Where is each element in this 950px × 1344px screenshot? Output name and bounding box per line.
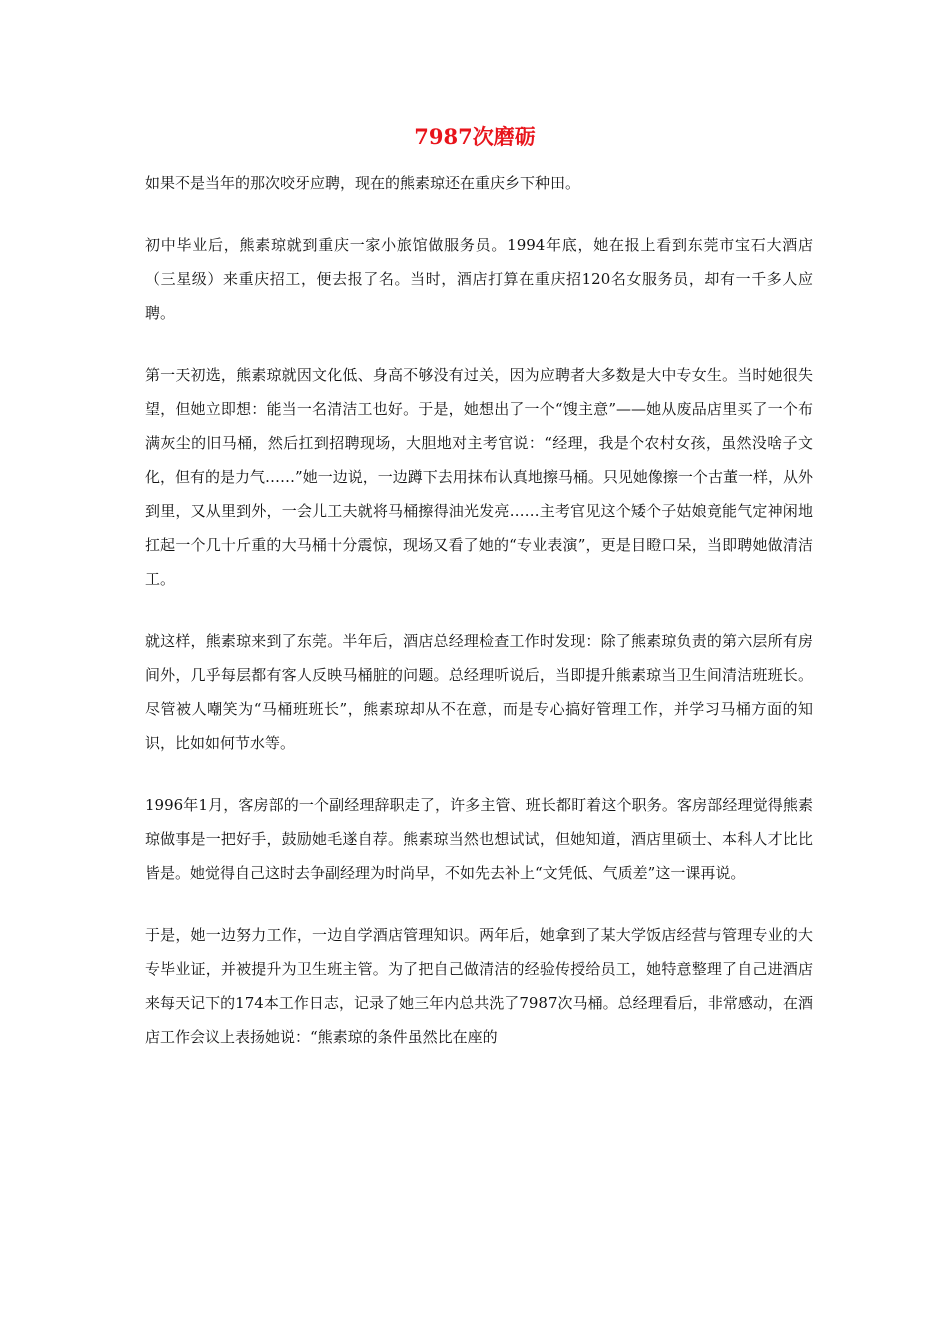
document-body — [145, 166, 813, 1054]
paragraph-5: 1996年1月，客房部的一个副经理辞职走了，许多主管、班长都盯着这个职务。客房部经理觉得熊素琼做事是一把好手，鼓励她毛遂自荐。熊素琼当然也想试试，但她知道，酒店里硕士、本科人才比比皆是。她觉得自己这时去争副经理为时尚早，不如先去补上“文凭低、气质差”这一课再说。 — [145, 796, 813, 882]
paragraph-4: 就这样，熊素琼来到了东莞。半年后，酒店总经理检查工作时发现：除了熊素琼负责的第六层所有房间外，几乎每层都有客人反映马桶脏的问题。总经理听说后，当即提升熊素琼当卫生间清洁班班长。尽管被人嘲笑为“马桶班班长”，熊素琼却从不在意，而是专心搞好管理工作，并学习马桶方面的知识，比如如何节水等。 — [145, 632, 813, 752]
paragraph-6: 于是，她一边努力工作，一边自学酒店管理知识。两年后，她拿到了某大学饭店经营与管理专业的大专毕业证，并被提升为卫生班主管。为了把自己做清洁的经验传授给员工，她特意整理了自己进酒店来每天记下的174本工作日志，记录了她三年内总共洗了7987次马桶。总经理看后，非常感动，在酒店工作会议上表扬她说：“熊素琼的条件虽然比在座的 — [145, 926, 813, 1046]
paragraph-3: 第一天初选，熊素琼就因文化低、身高不够没有过关，因为应聘者大多数是大中专女生。当时她很失望，但她立即想：能当一名清洁工也好。于是，她想出了一个“馊主意”——她从废品店里买了一个布满灰尘的旧马桶，然后扛到招聘现场，大胆地对主考官说：“经理，我是个农村女孩，虽然没啥子文化，但有的是力气……”她一边说，一边蹲下去用抹布认真地擦马桶。只见她像擦一个古董一样，从外到里，又从里到外，一会儿工夫就将马桶擦得油光发亮……主考官见这个矮个子姑娘竟能气定神闲地扛起一个几十斤重的大马桶十分震惊，现场又看了她的“专业表演”，更是目瞪口呆，当即聘她做清洁工。 — [145, 366, 813, 588]
paragraph-2: 初中毕业后，熊素琼就到重庆一家小旅馆做服务员。1994年底，她在报上看到东莞市宝石大酒店（三星级）来重庆招工，便去报了名。当时，酒店打算在重庆招120名女服务员，却有一千多人应聘。 — [145, 236, 813, 322]
paragraph-1: 如果不是当年的那次咬牙应聘，现在的熊素琼还在重庆乡下种田。 — [145, 174, 581, 192]
document-title: 7987次磨砺 — [414, 124, 536, 149]
